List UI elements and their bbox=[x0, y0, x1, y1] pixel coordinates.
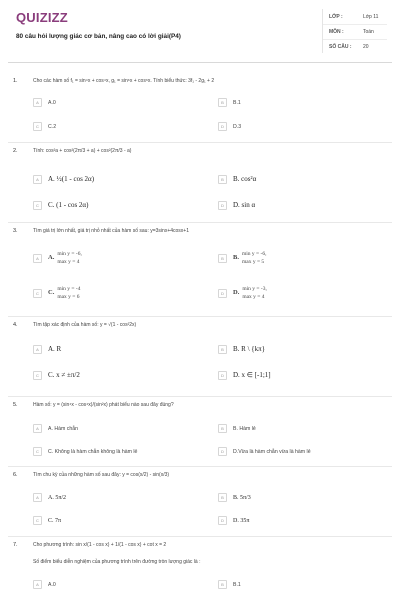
option-letter-box: A bbox=[33, 580, 42, 589]
option-lead: B. bbox=[233, 254, 239, 262]
option-b[interactable] bbox=[218, 98, 241, 107]
question-number: 7. bbox=[13, 542, 18, 548]
question-number: 6. bbox=[13, 472, 18, 478]
option-letter-box: D bbox=[218, 122, 227, 131]
option-b[interactable] bbox=[218, 250, 266, 266]
option-line-2: max y = 4 bbox=[242, 294, 265, 300]
option-label: B. 5π/3 bbox=[233, 494, 251, 501]
worksheet-title: 80 câu hỏi lượng giác cơ bản, nâng cao có lời giải(P4) bbox=[16, 33, 181, 40]
meta-question-count bbox=[323, 40, 387, 54]
option-letter-box: C bbox=[33, 201, 42, 210]
option-a[interactable] bbox=[33, 345, 61, 354]
option-a[interactable] bbox=[33, 175, 94, 184]
option-label: A. ½(1 - cos 2α) bbox=[48, 175, 95, 183]
question-divider bbox=[8, 142, 392, 143]
meta-subject bbox=[323, 25, 387, 40]
meta-key: LỚP : bbox=[329, 14, 343, 20]
question-number: 4. bbox=[13, 322, 18, 328]
option-b[interactable] bbox=[218, 175, 256, 184]
option-label: A.0 bbox=[48, 581, 56, 588]
option-b[interactable] bbox=[218, 345, 265, 354]
option-label: B. Hàm lẻ bbox=[233, 425, 256, 432]
option-letter-box: C bbox=[33, 447, 42, 456]
question-number: 5. bbox=[13, 402, 18, 408]
option-a[interactable] bbox=[33, 580, 56, 589]
option-letter-box: A bbox=[33, 493, 42, 502]
option-letter-box: C bbox=[33, 289, 42, 298]
option-a[interactable] bbox=[33, 493, 66, 502]
option-letter-box: A bbox=[33, 175, 42, 184]
option-letter-box: B bbox=[218, 580, 227, 589]
option-letter-box: B bbox=[218, 98, 227, 107]
option-label: B.1 bbox=[233, 99, 241, 106]
meta-panel bbox=[323, 10, 387, 54]
question-subtext: Số điểm biểu diễn nghiệm của phương trình trên đường tròn lượng giác là : bbox=[33, 559, 201, 565]
option-label: C. x ≠ ±π/2 bbox=[48, 371, 80, 379]
option-line-1: min y = -3, bbox=[242, 286, 267, 292]
option-letter-box: A bbox=[33, 254, 42, 263]
question-divider bbox=[8, 222, 392, 223]
option-letter-box: B bbox=[218, 254, 227, 263]
meta-key: MÔN : bbox=[329, 29, 344, 35]
question-text: Tìm tập xác định của hàm số: y = √(1 - cos²2x) bbox=[33, 322, 137, 328]
option-letter-box: B bbox=[218, 345, 227, 354]
option-label: A. R bbox=[48, 345, 62, 353]
option-d[interactable] bbox=[218, 371, 271, 380]
option-letter-box: B bbox=[218, 175, 227, 184]
question-number: 3. bbox=[13, 228, 18, 234]
option-line-2: max y = 4 bbox=[57, 259, 80, 265]
option-letter-box: D bbox=[218, 447, 227, 456]
question-number: 1. bbox=[13, 78, 18, 84]
option-c[interactable] bbox=[33, 122, 56, 131]
question-divider bbox=[8, 396, 392, 397]
option-letter-box: C bbox=[33, 122, 42, 131]
option-a[interactable] bbox=[33, 98, 56, 107]
option-b[interactable] bbox=[218, 580, 241, 589]
option-letter-box: D bbox=[218, 371, 227, 380]
question-divider bbox=[8, 536, 392, 537]
option-letter-box: B bbox=[218, 424, 227, 433]
question-text: Tính: cos²a + cos²(2π/3 + a) + cos²(2π/3 - a) bbox=[33, 148, 132, 154]
option-math-stack bbox=[242, 250, 267, 266]
option-letter-box: D bbox=[218, 516, 227, 525]
option-b[interactable] bbox=[218, 424, 256, 433]
option-label: A.0 bbox=[48, 99, 56, 106]
option-a[interactable] bbox=[33, 424, 78, 433]
meta-value: Toán bbox=[363, 29, 374, 35]
option-label: D. sin α bbox=[233, 201, 256, 209]
option-d[interactable] bbox=[218, 201, 255, 210]
option-line-1: min y = -6, bbox=[241, 251, 267, 257]
option-label: A. Hàm chẵn bbox=[48, 425, 78, 432]
option-label: C. (1 - cos 2α) bbox=[48, 201, 89, 209]
option-label: D.3 bbox=[233, 123, 242, 130]
option-label: B. cos²α bbox=[233, 175, 257, 183]
option-line-1: min y = -4 bbox=[57, 286, 81, 292]
option-a[interactable] bbox=[33, 250, 82, 266]
option-lead: C. bbox=[48, 289, 55, 297]
option-c[interactable] bbox=[33, 371, 80, 380]
option-math-stack bbox=[57, 250, 82, 266]
meta-value: 20 bbox=[363, 44, 369, 50]
option-letter-box: B bbox=[218, 493, 227, 502]
option-c[interactable] bbox=[33, 447, 137, 456]
header-divider bbox=[8, 62, 392, 63]
option-label: B. R \ {kπ} bbox=[233, 345, 266, 353]
option-label: A. 5π/2 bbox=[48, 494, 67, 501]
question-text: Cho các hàm số f₁ = sin⁴x + cos⁴x, g₁ = sin⁶x + cos⁶x. Tính biểu thức: 3f₁ - 2g₁ + 2 bbox=[33, 78, 215, 84]
option-label: D. 35π bbox=[233, 517, 250, 524]
option-c[interactable] bbox=[33, 201, 88, 210]
option-label: C.2 bbox=[48, 123, 57, 130]
question-text: Hàm số: y = (sin⁴x - cos⁴x)/(sin²x) phát biểu nào sau đây đúng? bbox=[33, 402, 174, 408]
option-math-stack bbox=[242, 285, 267, 301]
meta-value: Lớp 11 bbox=[363, 14, 379, 20]
option-c[interactable] bbox=[33, 285, 80, 301]
option-label: C. 7π bbox=[48, 517, 62, 524]
question-number: 2. bbox=[13, 148, 18, 154]
option-d[interactable] bbox=[218, 285, 267, 301]
meta-key: SỐ CÂU : bbox=[329, 44, 352, 50]
worksheet-header bbox=[0, 0, 400, 62]
option-lead: A. bbox=[48, 254, 55, 262]
question-divider bbox=[8, 316, 392, 317]
quizizz-logo: QUIZIZZ bbox=[16, 10, 68, 25]
option-math-stack bbox=[57, 285, 80, 301]
option-letter-box: D bbox=[218, 201, 227, 210]
option-label: B.1 bbox=[233, 581, 241, 588]
option-d[interactable] bbox=[218, 122, 241, 131]
meta-class bbox=[323, 10, 387, 25]
option-letter-box: C bbox=[33, 516, 42, 525]
question-text: Tìm giá trị lớn nhất, giá trị nhỏ nhất của hàm số sau: y=3sinx+4cosx+1 bbox=[33, 228, 190, 234]
option-letter-box: D bbox=[218, 289, 227, 298]
option-d[interactable] bbox=[218, 447, 311, 456]
question-divider bbox=[8, 466, 392, 467]
option-line-2: max y = 6 bbox=[57, 294, 80, 300]
question-text: Tìm chu kỳ của những hàm số sau đây: y = cos(x/2) - sin(x/3) bbox=[33, 472, 170, 478]
option-letter-box: A bbox=[33, 98, 42, 107]
option-letter-box: C bbox=[33, 371, 42, 380]
option-c[interactable] bbox=[33, 516, 61, 525]
option-label: D.Vừa là hàm chẵn vừa là hàm lẻ bbox=[233, 448, 311, 455]
option-letter-box: A bbox=[33, 345, 42, 354]
option-line-1: min y = -6, bbox=[57, 251, 82, 257]
option-d[interactable] bbox=[218, 516, 249, 525]
option-lead: D. bbox=[233, 289, 240, 297]
option-label: C. Không là hàm chẵn không là hàm lẻ bbox=[48, 448, 138, 455]
question-text: Cho phương trình: sin x/(1 - cos x) + 1/(1 - cos x) + cot x = 2 bbox=[33, 542, 167, 548]
option-line-2: max y = 5 bbox=[241, 259, 265, 265]
option-letter-box: A bbox=[33, 424, 42, 433]
option-b[interactable] bbox=[218, 493, 251, 502]
option-label: D. x ∈ [-1;1] bbox=[233, 371, 271, 379]
